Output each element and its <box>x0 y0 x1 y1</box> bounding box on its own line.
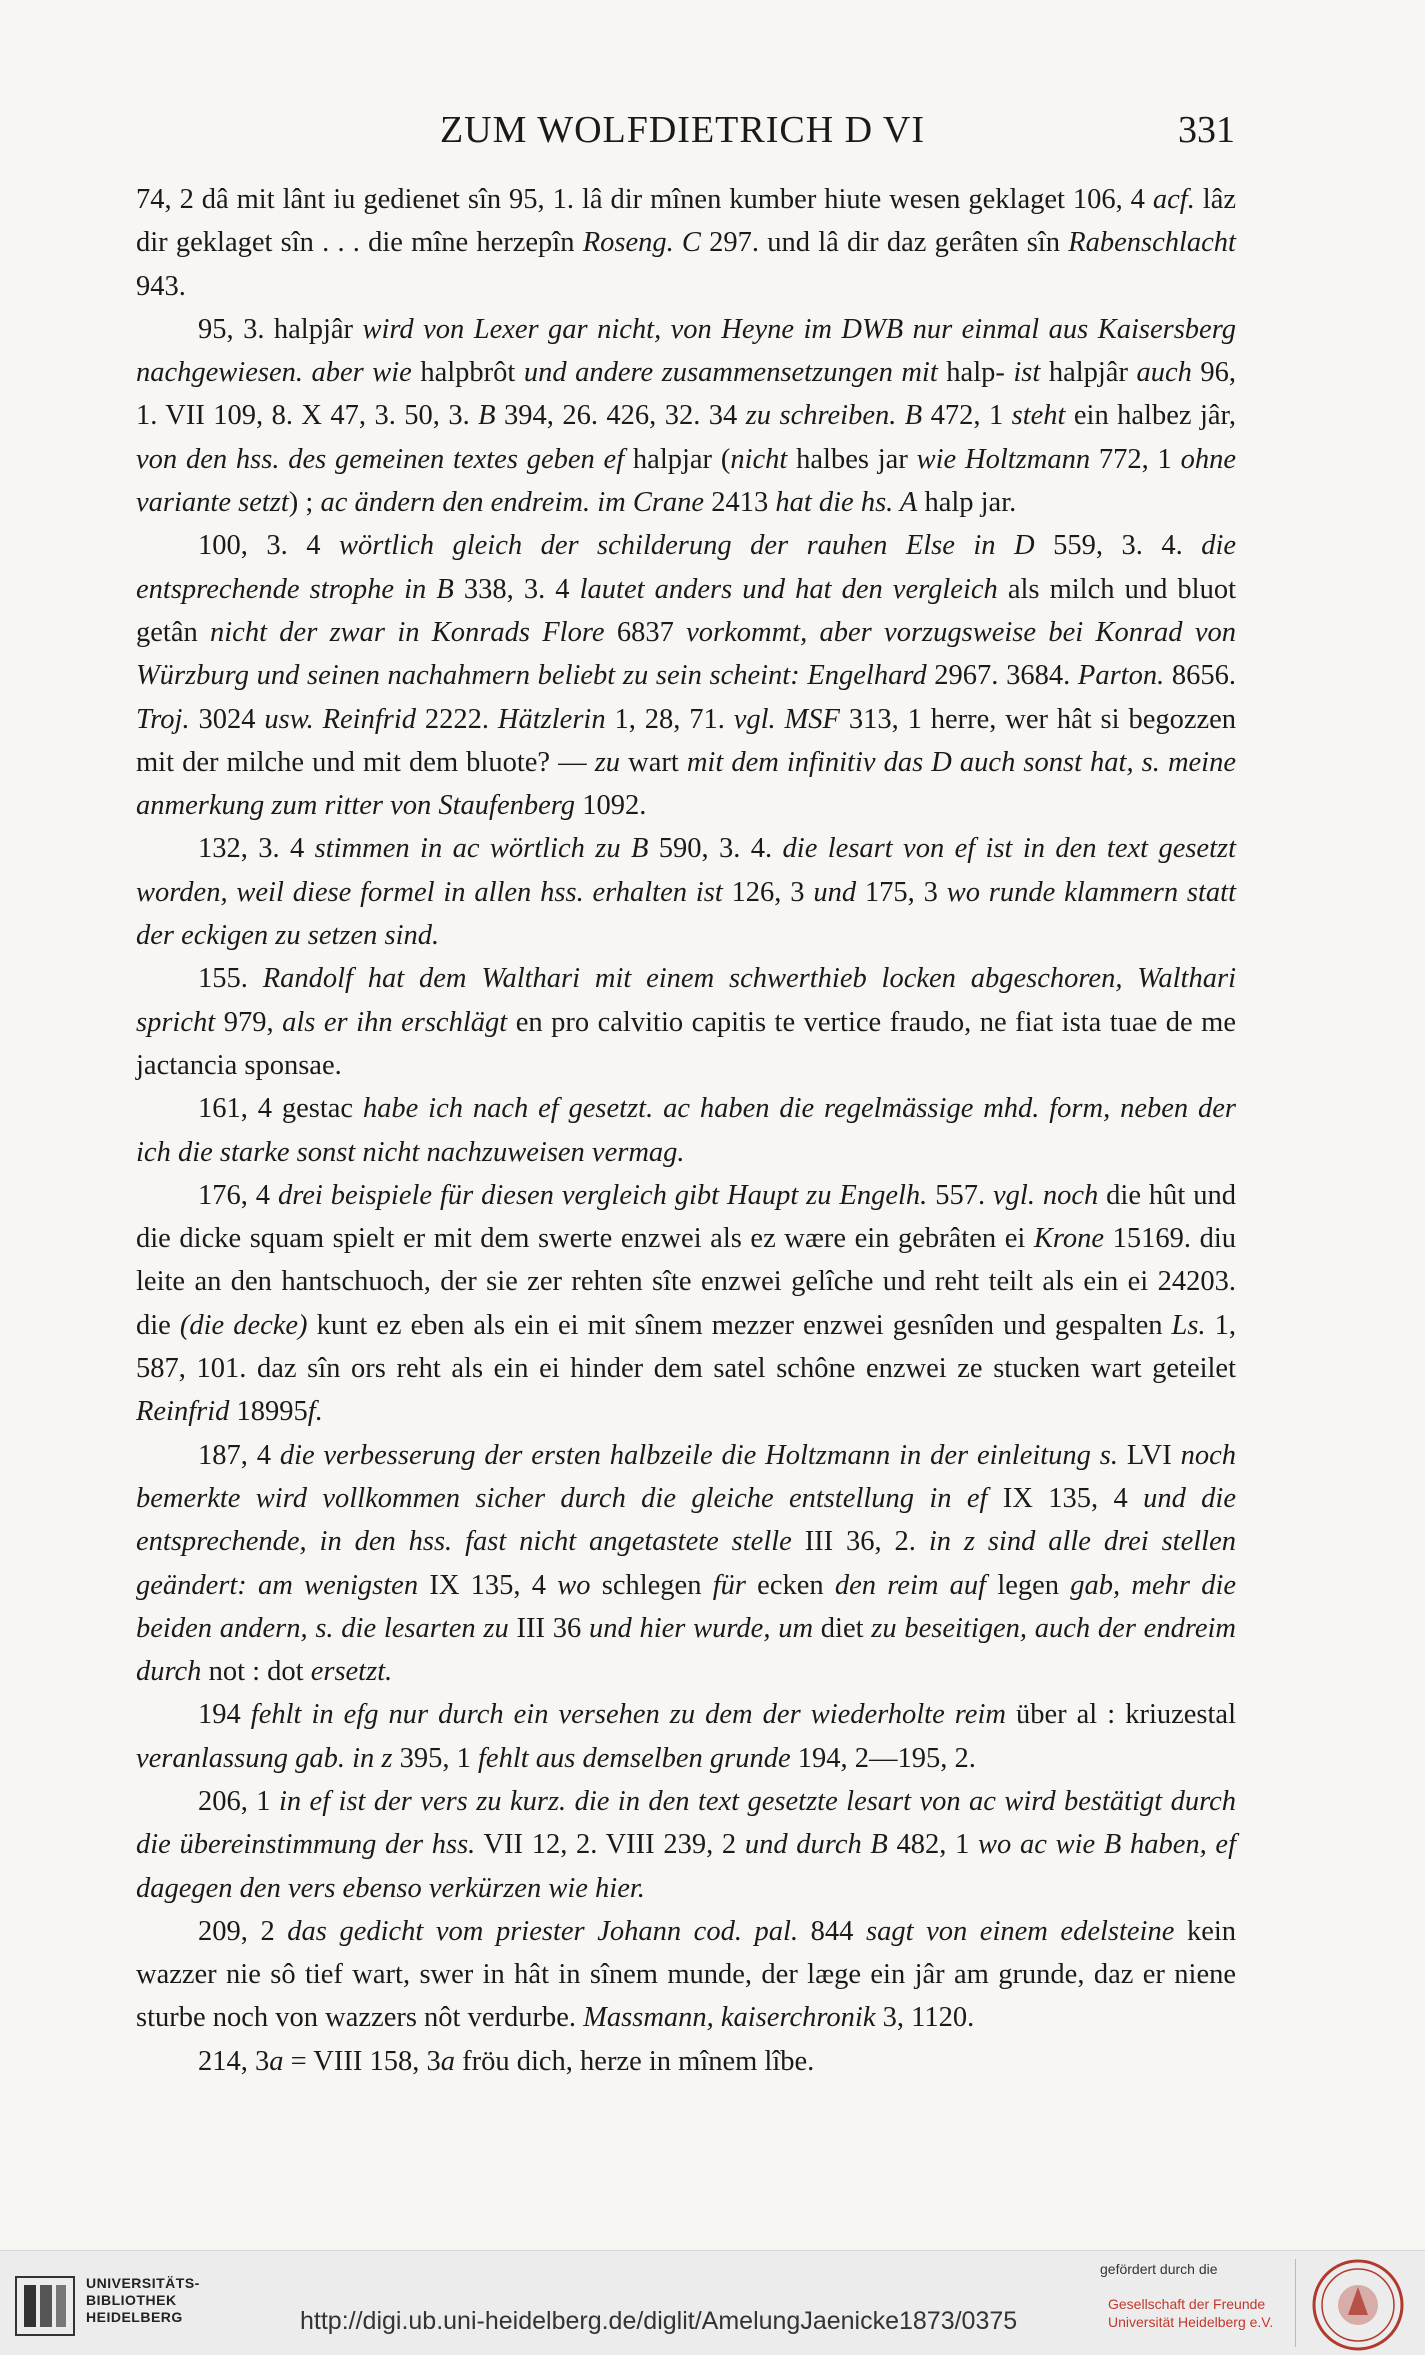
italic-run: auch <box>1136 357 1192 389</box>
italic-run: und <box>813 876 857 908</box>
text-run: halpjâr <box>1040 357 1137 389</box>
italic-run: wo ac wie B haben, ef dagegen den vers ebenso verkürzen wie hier. <box>136 1829 1236 1904</box>
text-run: III 36 <box>508 1612 589 1644</box>
text-run: 2222. <box>416 703 498 735</box>
text-run: 395, 1 <box>392 1742 478 1774</box>
sponsor-name-line: Universität Heidelberg e.V. <box>1108 2314 1274 2330</box>
italic-run: nicht <box>730 443 788 475</box>
footer-divider <box>1295 2259 1296 2347</box>
text-run: 206, 1 <box>198 1785 279 1817</box>
italic-run: zu <box>594 746 621 778</box>
italic-run: und die entsprechende, in den hss. fast nicht angetastete stelle <box>136 1482 1236 1558</box>
italic-run: wird von Lexer gar nicht, von Heyne im DWB nur einmal aus Kaisersberg nachgewiesen. aber wie <box>136 313 1236 389</box>
italic-run: fehlt aus demselben grunde <box>478 1742 791 1774</box>
italic-run: wörtlich gleich der schilderung der rauhen Else in D <box>338 530 1035 562</box>
italic-run: Rabenschlacht <box>1068 227 1236 259</box>
italic-run: f. <box>307 1396 323 1428</box>
italic-run: steht <box>1011 400 1066 432</box>
italic-run: drei beispiele für diesen vergleich gibt Haupt zu Engelh. <box>277 1179 928 1211</box>
italic-run: veranlassung gab. in z <box>136 1742 393 1774</box>
italic-run: Hätzlerin <box>497 703 606 735</box>
italic-run: Reinfrid <box>136 1396 230 1428</box>
text-run: 132, 3. 4 <box>198 833 315 865</box>
italic-run: und hier wurde, um <box>588 1612 814 1644</box>
italic-run: nicht der zwar in Konrads Flore <box>210 616 605 648</box>
text-run: 194, 2—195, 2. <box>790 1742 976 1774</box>
italic-run: usw. Reinfrid <box>264 703 417 735</box>
italic-run: vgl. MSF <box>733 703 840 735</box>
italic-run: das gedicht vom priester Johann cod. pal. <box>287 1915 799 1947</box>
italic-run: ersetzt. <box>310 1656 393 1688</box>
italic-run: als er ihn erschlägt <box>282 1006 508 1038</box>
italic-run: in ef ist der vers zu kurz. die in den text gesetzte lesart von ac wird bestätigt durch die übereinstimmung der hss. <box>136 1785 1237 1861</box>
paragraph <box>136 827 1236 957</box>
text-run: IX 135, 4 <box>987 1482 1144 1514</box>
text-run: 559, 3. 4. <box>1034 530 1202 562</box>
text-run: not : dot <box>201 1656 311 1688</box>
text-run: 557. <box>927 1179 993 1211</box>
italic-run: (die decke) <box>179 1309 308 1341</box>
library-name <box>86 2275 200 2326</box>
text-run: III 36, 2. <box>791 1526 929 1558</box>
italic-run: wo <box>557 1569 591 1601</box>
italic-run: Parton. <box>1077 660 1165 692</box>
italic-run: Randolf hat dem Walthari mit einem schwerthieb locken abgeschoren, Walthari spricht <box>136 963 1236 1038</box>
text-run: 3, 1120. <box>875 2002 975 2034</box>
italic-run: zu schreiben. B <box>745 400 923 432</box>
italic-run: den reim auf <box>834 1569 987 1601</box>
text-run: 943. <box>136 270 186 302</box>
text-run: 187, 4 <box>198 1439 280 1471</box>
text-run: 590, 3. 4. <box>648 833 783 865</box>
paragraph <box>136 524 1236 827</box>
text-run: 175, 3 <box>856 876 947 908</box>
paragraph <box>136 1174 1236 1434</box>
text-run: 297. und lâ dir daz gerâten sîn <box>700 227 1069 259</box>
text-run: 74, 2 dâ mit lânt iu gedienet sîn 95, 1. lâ dir mînen kumber hiute wesen geklaget 106, 4 <box>136 184 1153 215</box>
text-run: 1, 28, 71. <box>605 703 734 735</box>
paragraph <box>136 2040 1236 2083</box>
italic-run: sagt von einem edelsteine <box>865 1915 1175 1947</box>
text-run: fröu dich, herze in mînem lîbe. <box>455 2045 815 2077</box>
text-run: 15169. diu leite an den hantschuoch, der sie zer rehten sîte enzwei gelîche und reht teilt als ein ei 24203. die <box>136 1223 1236 1341</box>
text-run: als milch und bluot getân <box>136 573 1236 648</box>
text-run: über al : kriuzestal <box>1005 1699 1236 1731</box>
italic-run: Ls. <box>1171 1309 1206 1341</box>
text-run: 176, 4 <box>198 1179 278 1211</box>
university-seal-icon <box>1310 2257 1406 2353</box>
text-run: 772, 1 <box>1090 443 1181 475</box>
paragraph <box>136 1693 1236 1780</box>
text-run: ecken <box>745 1569 835 1601</box>
italic-run: und andere zusammensetzungen mit <box>523 357 938 389</box>
footer-bar <box>0 2250 1425 2355</box>
paragraph <box>136 1087 1236 1174</box>
italic-run: lautet anders und hat den vergleich <box>579 573 998 605</box>
text-run: halp jar. <box>917 487 1017 519</box>
paragraph <box>136 957 1236 1087</box>
running-title: ZUM WOLFDIETRICH D VI <box>439 109 926 151</box>
text-run: 126, 3 <box>722 876 814 908</box>
italic-run: zu beseitigen, auch der endreim durch <box>136 1612 1237 1688</box>
italic-run: die lesart von ef ist in den text gesetzt worden, weil diese formel in allen hss. erhalten ist <box>136 833 1237 908</box>
text-run: 844 <box>798 1915 866 1947</box>
page-number: 331 <box>1178 109 1235 151</box>
body-text <box>136 178 1236 2083</box>
text-run: VII 12, 2. VIII 239, 2 <box>475 1829 745 1861</box>
italic-run: in z sind alle drei stellen geändert: am wenigsten <box>136 1526 1236 1601</box>
text-run: 2967. 3684. <box>926 660 1078 692</box>
italic-run: für <box>712 1569 746 1601</box>
paragraph <box>136 1910 1236 2040</box>
digital-copy-link[interactable]: http://digi.ub.uni-heidelberg.de/diglit/AmelungJaenicke1873/0375 <box>300 2307 1018 2335</box>
text-run: 8656. <box>1164 660 1236 692</box>
text-run: kein wazzer nie sô tief wart, swer in hât in sînem munde, der læge ein jâr am grunde, daz er niene sturbe noch von wazzers nôt verdurbe. <box>136 1915 1237 2034</box>
text-run: ) ; <box>288 487 321 519</box>
paragraph <box>136 178 1236 308</box>
text-run: 96, 1. VII 109, 8. X 47, 3. 50, 3. <box>136 357 1237 432</box>
page-header <box>130 108 1235 168</box>
italic-run: Massmann, kaiserchronik <box>583 2002 876 2034</box>
italic-run: noch bemerkte wird vollkommen sicher durch die gleiche entstellung in ef <box>136 1439 1236 1514</box>
italic-run: Roseng. C <box>582 227 701 259</box>
italic-run: mit dem infinitiv das D auch sonst hat, s. meine anmerkung zum ritter von Staufenberg <box>136 746 1236 822</box>
library-name-line: HEIDELBERG <box>86 2309 183 2325</box>
library-name-line: UNIVERSITÄTS- <box>86 2275 200 2291</box>
italic-run: vgl. noch <box>993 1179 1099 1211</box>
italic-run: und durch B <box>744 1829 888 1861</box>
italic-run: vorkommt, aber vorzugsweise bei Konrad von Würzburg und seinen nachahmern beliebt zu sein scheint: Engelhard <box>136 616 1236 692</box>
italic-run: ist <box>1013 357 1041 389</box>
italic-run: Krone <box>1033 1223 1105 1255</box>
text-run: en pro calvitio capitis te vertice fraudo, ne fiat ista tuae de me jactancia sponsae. <box>136 1006 1236 1081</box>
text-run: halbes jar <box>787 443 917 475</box>
paragraph <box>136 308 1236 524</box>
text-run: legen <box>986 1569 1071 1601</box>
text-run: wart <box>620 746 687 778</box>
text-run: kunt ez eben als ein ei mit sînem mezzer enzwei gesnîden und gespalten <box>307 1309 1172 1341</box>
italic-run: habe ich nach ef gesetzt. ac haben die regelmässige mhd. form, neben der ich die starke sonst nicht nachzuweisen vermag. <box>136 1093 1236 1168</box>
text-run: halp- <box>937 357 1014 389</box>
italic-run: a <box>269 2045 284 2077</box>
italic-run: ohne variante setzt <box>136 443 1236 519</box>
university-library-logo-icon <box>14 2275 76 2337</box>
italic-run: die entsprechende strophe in B <box>136 530 1237 605</box>
text-run: 1, 587, 101. daz sîn ors reht als ein ei hinder dem satel schône enzwei ze stucken wart geteilet <box>136 1309 1236 1385</box>
text-run: 2413 <box>704 487 776 519</box>
text-run: 95, 3. halpjâr <box>198 313 363 345</box>
text-run: 214, 3 <box>198 2045 270 2077</box>
italic-run: stimmen in ac wörtlich zu B <box>314 833 649 865</box>
library-name-line: BIBLIOTHEK <box>86 2292 177 2308</box>
text-run: 313, 1 herre, wer hât si begozzen mit der milche und mit dem bluote? — <box>136 703 1237 778</box>
sponsor-caption: gefördert durch die <box>1100 2261 1218 2277</box>
text-run: 979, <box>215 1006 283 1038</box>
paragraph <box>136 1780 1236 1910</box>
text-run: 394, 26. 426, 32. 34 <box>495 400 746 432</box>
text-run: 18995 <box>229 1396 308 1428</box>
italic-run: acf. <box>1152 184 1195 215</box>
text-run: die hût und die dicke squam spielt er mit dem swerte enzwei als ez wære ein gebrâten ei <box>136 1179 1237 1255</box>
text-run: lâz dir geklaget sîn . . . die mîne herzepîn <box>136 184 1236 259</box>
italic-run: Troj. <box>136 703 190 735</box>
text-run: 161, 4 gestac <box>198 1093 363 1125</box>
text-run: ein halbez jâr, <box>1065 400 1237 432</box>
paragraph <box>136 1434 1236 1694</box>
text-run: schlegen <box>590 1569 713 1601</box>
text-run: IX 135, 4 <box>418 1569 558 1601</box>
italic-run: die verbesserung der ersten halbzeile die Holtzmann in der einleitung s. <box>279 1439 1118 1471</box>
italic-run: wo runde klammern statt der eckigen zu setzen sind. <box>136 876 1236 952</box>
italic-run: von den hss. des gemeinen textes geben ef <box>136 443 625 475</box>
italic-run: a <box>440 2045 455 2077</box>
text-run: halpbrôt <box>411 357 524 389</box>
text-run: 1092. <box>575 790 647 822</box>
italic-run: ac ändern den endreim. im Crane <box>320 487 705 519</box>
text-run: 482, 1 <box>887 1829 979 1861</box>
text-run: = VIII 158, 3 <box>283 2045 441 2077</box>
sponsor-name <box>1108 2295 1273 2331</box>
text-run: LVI <box>1118 1439 1181 1471</box>
text-run: 194 <box>198 1699 251 1731</box>
italic-run: gab, mehr die beiden andern, s. die lesarten zu <box>136 1569 1237 1644</box>
text-run: 6837 <box>604 616 687 648</box>
text-run: diet <box>813 1612 872 1644</box>
text-run: 3024 <box>189 703 265 735</box>
italic-run: wie Holtzmann <box>916 443 1091 475</box>
text-run: 338, 3. 4 <box>453 573 580 605</box>
sponsor-name-line: Gesellschaft der Freunde <box>1108 2296 1266 2312</box>
text-run: halpjar ( <box>624 443 731 475</box>
text-run: 155. <box>198 963 263 995</box>
italic-run: hat die hs. A <box>775 487 918 519</box>
text-run: 209, 2 <box>198 1915 288 1947</box>
text-run: 472, 1 <box>922 400 1012 432</box>
text-run: 100, 3. 4 <box>198 530 339 562</box>
italic-run: fehlt in efg nur durch ein versehen zu dem der wiederholte reim <box>250 1699 1006 1731</box>
italic-run: B <box>478 400 496 432</box>
